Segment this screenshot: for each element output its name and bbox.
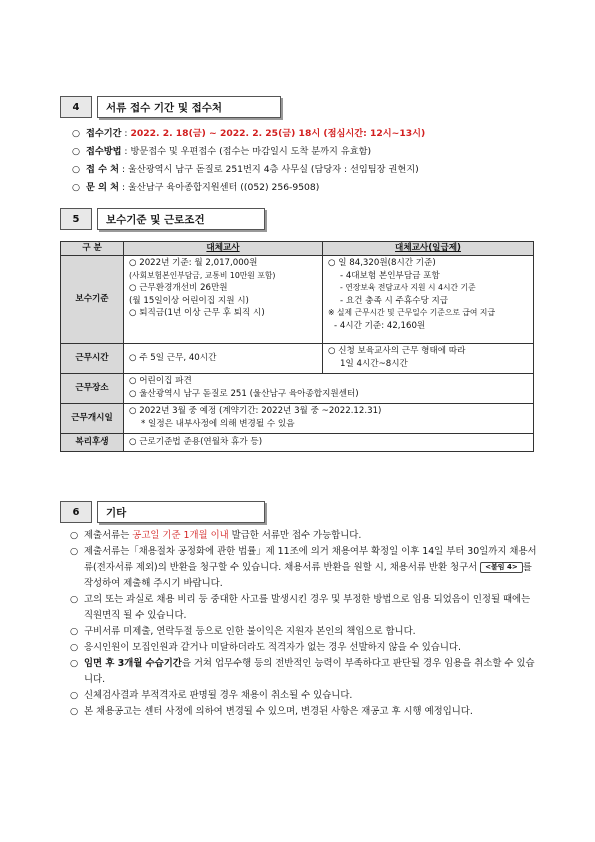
compensation-table — [60, 241, 534, 452]
pay-c2-line: ○ 일 84,320원(8시간 기준) — [328, 258, 436, 268]
note-item: ○ 제출서류는 공고일 기준 1개월 이내 발급한 서류만 접수 가능합니다. — [70, 528, 538, 544]
section-6-number: 6 — [60, 501, 92, 523]
section-4-title: 서류 접수 기간 및 접수처 — [97, 96, 281, 118]
pay-c1-line: ○ 퇴직금(1년 이상 근무 후 퇴직 시) — [129, 308, 265, 318]
hours-daily-cell — [323, 344, 534, 374]
note-item: ○ 제출서류는「채용절차 공정화에 관한 법률」제 11조에 의거 채용여부 확정일 이후 14일 부터 30일까지 채용서류(전자서류 제외)의 반환을 청구할 수 있습니다. 채용서류 반환을 원할 시, 채용서류 반환 청구서 <붙임 4> 를 작성하여 제출해 주시기 바랍니다. — [70, 544, 538, 592]
pay-c1-line: ○ 2022년 기준: 월 2,017,000원 — [129, 258, 258, 268]
pay-c2-line: ※ 실제 근무시간 및 근무일수 기준으로 급여 지급 — [328, 308, 495, 317]
attachment-tag: <붙임 4> — [480, 562, 523, 573]
hours-c2-line: 1일 4시간~8시간 — [340, 358, 408, 369]
pay-c2-line: - 4대보험 본인부담금 포함 — [340, 270, 440, 281]
s4-item-contact: ○ 문 의 처 : 울산남구 육아종합지원센터 ((052) 256-9508) — [72, 182, 320, 193]
welfare-cell — [124, 434, 534, 452]
pay-c2-line: - 연장보육 전담교사 지원 시 4시간 기준 — [340, 283, 476, 292]
hours-c1-line: ○ 주 5일 근무, 40시간 — [129, 353, 217, 364]
pay-c1-line: ○ 근무환경개선비 26만원 — [129, 283, 228, 293]
note-item: ○ 응시인원이 모집인원과 같거나 미달하더라도 적격자가 없는 경우 선발하지 않을 수 있습니다. — [70, 640, 538, 656]
header-daily-substitute: 대체교사(일급제) — [323, 242, 534, 256]
start-cell — [124, 404, 534, 434]
table-row-place — [61, 374, 534, 404]
bullet-circle-icon: ○ — [72, 146, 81, 157]
section-5-header — [60, 208, 265, 230]
welfare-line: ○ 근로기준법 준용(연월차 휴가 등) — [129, 437, 263, 448]
s4-item-place: ○ 접 수 처 : 울산광역시 남구 돋질로 251번지 4층 사무실 (담당자 : 선임팀장 권현지) — [72, 164, 419, 175]
pay-c1-line: (월 15일이상 어린이집 지원 시) — [129, 295, 249, 306]
table-row-pay — [61, 256, 534, 344]
start-line: * 일정은 내부사정에 의해 변경될 수 있음 — [141, 418, 295, 429]
row-label-hours: 근무시간 — [61, 344, 124, 374]
other-notes-list — [70, 528, 538, 720]
table-row-hours — [61, 344, 534, 374]
row-label-pay: 보수기준 — [61, 256, 124, 344]
pay-substitute-cell — [124, 256, 323, 344]
section-5-title: 보수기준 및 근로조건 — [97, 208, 265, 230]
hours-c2-line: ○ 신청 보육교사의 근무 형태에 따라 — [328, 346, 466, 356]
pay-c2-line: - 4시간 기준: 42,160원 — [334, 320, 426, 331]
bullet-circle-icon: ○ — [72, 164, 81, 175]
place-line: ○ 어린이집 파견 — [129, 376, 192, 386]
row-label-place: 근무장소 — [61, 374, 124, 404]
note-item: ○ 구비서류 미제출, 연락두절 등으로 인한 불이익은 지원자 본인의 책임으로 합니다. — [70, 624, 538, 640]
s4-item-period: ○ 접수기간 : 2022. 2. 18(금) ~ 2022. 2. 25(금) 18시 (점심시간: 12시~13시) — [72, 128, 426, 139]
section-6-title: 기타 — [97, 501, 265, 523]
pay-c2-line: - 요건 충족 시 주휴수당 지급 — [340, 295, 449, 306]
place-cell — [124, 374, 534, 404]
note-item: ○ 신체검사결과 부적격자로 판명될 경우 채용이 취소될 수 있습니다. — [70, 688, 538, 704]
row-label-welfare: 복리후생 — [61, 434, 124, 452]
start-line: ○ 2022년 3월 중 예정 (계약기간: 2022년 3월 중 ~2022.12.31) — [129, 406, 382, 416]
pay-daily-cell — [323, 256, 534, 344]
table-row-start — [61, 404, 534, 434]
bullet-circle-icon: ○ — [72, 128, 81, 139]
hours-substitute-cell — [124, 344, 323, 374]
s4-item-method: ○ 접수방법 : 방문접수 및 우편접수 (접수는 마감일시 도착 분까지 유효함) — [72, 146, 372, 157]
section-4-header — [60, 96, 281, 118]
note-item: ○ 임면 후 3개월 수습기간을 거쳐 업무수행 등의 전반적인 능력이 부족하다고 판단될 경우 임용을 취소할 수 있습니다. — [70, 656, 538, 688]
header-substitute-teacher: 대체교사 — [124, 242, 323, 256]
table-header-row — [61, 242, 534, 256]
table-row-welfare — [61, 434, 534, 452]
header-category: 구 분 — [61, 242, 124, 256]
pay-c1-line: (사회보험본인부담금, 교통비 10만원 포함) — [129, 270, 276, 280]
section-4-number: 4 — [60, 96, 92, 118]
section-5-number: 5 — [60, 208, 92, 230]
bullet-circle-icon: ○ — [72, 182, 81, 193]
row-label-start: 근무개시일 — [61, 404, 124, 434]
note-item: ○ 본 채용공고는 센터 사정에 의하여 변경될 수 있으며, 변경된 사항은 재공고 후 시행 예정입니다. — [70, 704, 538, 720]
section-6-header — [60, 501, 265, 523]
place-line: ○ 울산광역시 남구 돋질로 251 (울산남구 육아종합지원센터) — [129, 388, 359, 399]
note-item: ○ 고의 또는 과실로 채용 비리 등 중대한 사고를 발생시킨 경우 및 부정한 방법으로 임용 되었음이 인정될 때에는 직원면직 될 수 있습니다. — [70, 592, 538, 624]
